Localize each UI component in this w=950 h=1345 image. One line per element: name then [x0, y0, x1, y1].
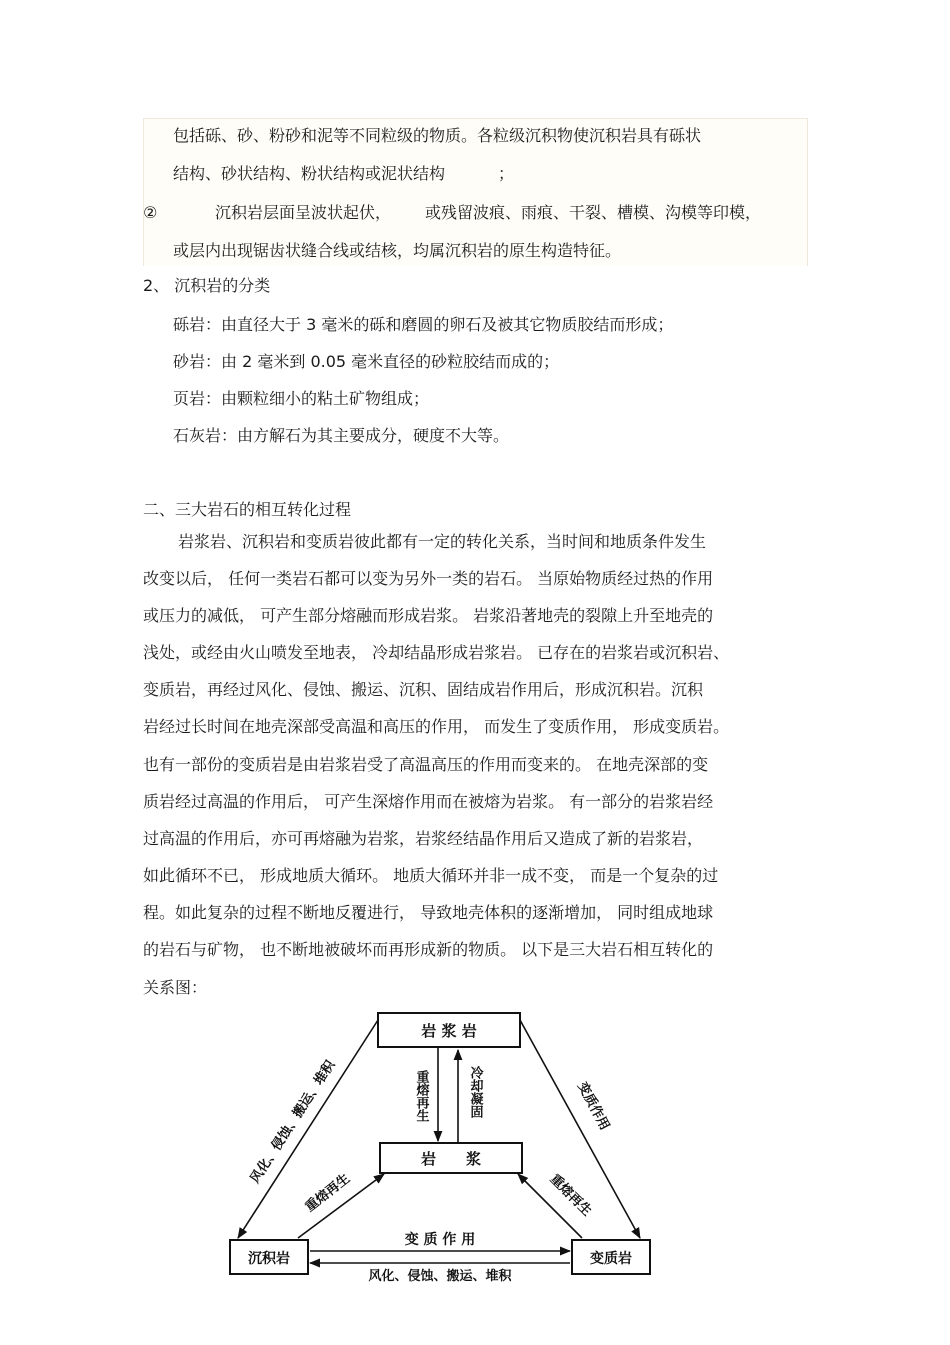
item-2-line-2: 或层内出现锯齿状缝合线或结核，均属沉积岩的原生构造特征。: [173, 241, 622, 260]
rock-type-conglomerate: 砾岩：由直径大于 3 毫米的砾和磨圆的卵石及被其它物质胶结而形成；: [173, 315, 674, 334]
para-line-8: 质岩经过高温的作用后， 可产生深熔作用而在被熔为岩浆。 有一部分的岩浆岩经: [143, 792, 714, 811]
para-line-3: 或压力的减低， 可产生部分熔融而形成岩浆。 岩浆沿著地壳的裂隙上升至地壳的: [143, 606, 714, 625]
rock-type-limestone: 石灰岩：由方解石为其主要成分，硬度不大等。: [173, 426, 510, 445]
bottom-weathering-label: 风化、侵蚀、搬运、堆积: [368, 1269, 512, 1284]
para-line-4: 浅处，或经由火山喷发至地表， 冷却结晶形成岩浆岩。 已存在的岩浆岩或沉积岩、: [143, 643, 730, 662]
part-2-heading: 二、三大岩石的相互转化过程: [143, 500, 352, 519]
igneous-rock-label: 岩 浆 岩: [421, 1022, 477, 1040]
para-line-6: 岩经过长时间在地壳深部受高温和高压的作用， 而发生了变质作用， 形成变质岩。: [143, 717, 730, 736]
right-remelt-label: 重熔再生: [546, 1171, 595, 1220]
left-diagonal-label: 风化、侵蚀、搬运、堆积: [247, 1058, 339, 1187]
rock-cycle-diagram: [228, 1008, 658, 1288]
para-line-7: 也有一部份的变质岩是由岩浆岩受了高温高压的作用而变来的。 在地壳深部的变: [143, 755, 709, 774]
rock-type-shale: 页岩：由颗粒细小的粘土矿物组成；: [173, 389, 430, 408]
sedimentary-rock-label: 沉积岩: [248, 1251, 290, 1267]
cool-solidify-label: 冷却凝固: [467, 1066, 483, 1118]
left-remelt-label: 重熔再生: [302, 1171, 353, 1216]
para-line-13: 关系图：: [143, 978, 208, 997]
para-line-11: 程。如此复杂的过程不断地反覆进行， 导致地壳体积的逐渐增加， 同时组成地球: [143, 903, 714, 922]
item-2-line-1b: 或残留波痕、雨痕、干裂、槽模、沟模等印模，: [425, 203, 762, 222]
para-line-12: 的岩石与矿物， 也不断地被破坏而再形成新的物质。 以下是三大岩石相互转化的: [143, 940, 714, 959]
intro-line-2-end: ；: [498, 164, 515, 183]
rock-type-sandstone: 砂岩：由 2 毫米到 0.05 毫米直径的砂粒胶结而成的；: [173, 352, 560, 371]
para-line-2: 改变以后， 任何一类岩石都可以变为另外一类的岩石。 当原始物质经过热的作用: [143, 569, 714, 588]
intro-line-2: 结构、砂状结构、粉状结构或泥状结构: [173, 164, 446, 183]
bottom-metamorphism-label: 变 质 作 用: [404, 1232, 476, 1248]
para-line-9: 过高温的作用后，亦可再熔融为岩浆，岩浆经结晶作用后又造成了新的岩浆岩，: [143, 829, 704, 848]
metamorphic-rock-label: 变质岩: [590, 1251, 632, 1267]
remelt-down-label: 重熔再生: [413, 1070, 429, 1122]
right-diagonal-label: 变质作用: [574, 1079, 612, 1133]
para-line-10: 如此循环不已， 形成地质大循环。 地质大循环并非一成不变， 而是一个复杂的过: [143, 866, 719, 885]
intro-line-1: 包括砾、砂、粉砂和泥等不同粒级的物质。各粒级沉积物使沉积岩具有砾状: [173, 126, 702, 145]
section-2-heading: 2、 沉积岩的分类: [143, 276, 271, 295]
item-2-line-1a: 沉积岩层面呈波状起伏，: [215, 203, 392, 222]
para-line-1: 岩浆岩、沉积岩和变质岩彼此都有一定的转化关系，当时间和地质条件发生: [178, 532, 707, 551]
magma-label: 岩 浆: [420, 1150, 482, 1168]
item-2-marker: ②: [143, 203, 158, 222]
para-line-5: 变质岩，再经过风化、侵蚀、搬运、沉积、固结成岩作用后，形成沉积岩。沉积: [143, 680, 704, 699]
